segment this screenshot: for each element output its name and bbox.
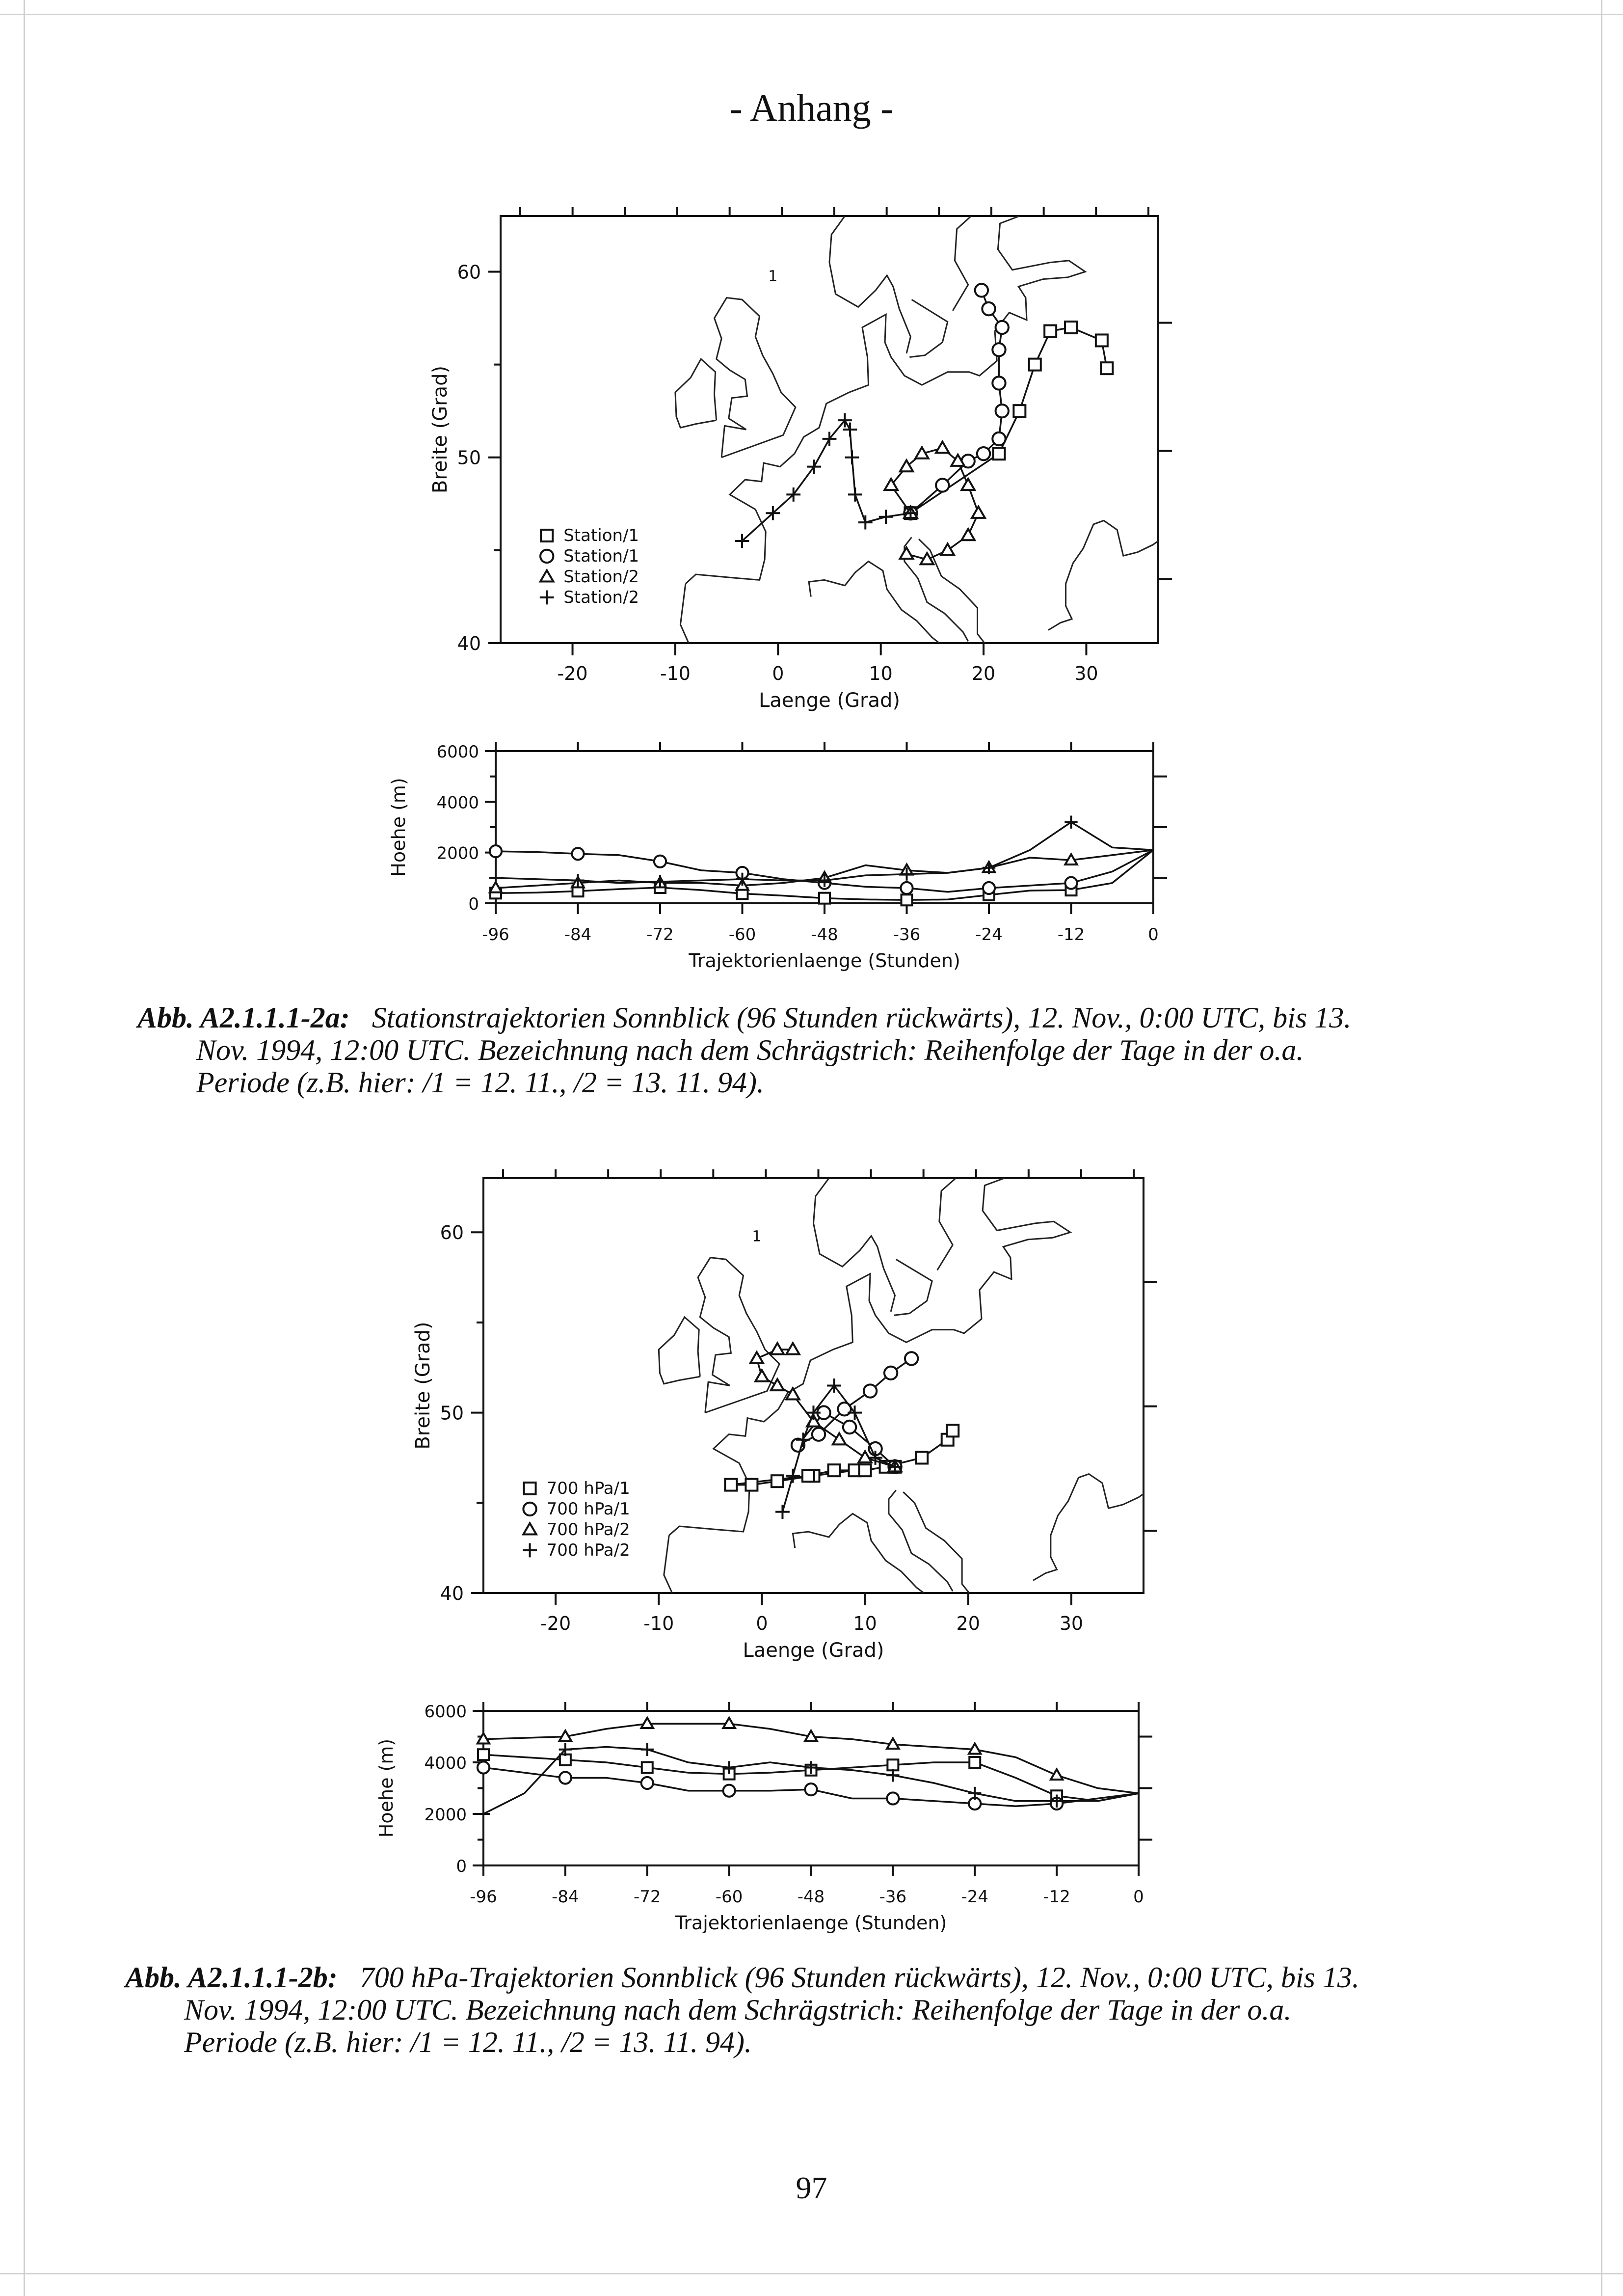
height-point xyxy=(968,1787,981,1800)
trajectory-point xyxy=(828,1464,840,1476)
figure-caption-b xyxy=(125,1961,1359,2058)
legend-marker-circle xyxy=(523,1503,536,1515)
map-stray-label: 1 xyxy=(768,268,778,285)
x-tick-label: -24 xyxy=(975,925,1003,945)
y-axis-label: Hoehe (m) xyxy=(375,1738,397,1838)
caption-text-a-1: Stationstrajektorien Sonnblick (96 Stunden rückwärts), 12. Nov., 0:00 UTC, bis 13. xyxy=(372,1001,1352,1034)
coastline-5 xyxy=(937,1178,956,1270)
x-tick-label: 10 xyxy=(869,663,893,684)
y-tick-label: 6000 xyxy=(436,742,479,762)
height-point xyxy=(478,1761,489,1773)
coastline-7 xyxy=(793,1513,924,1593)
coastline-3 xyxy=(829,216,910,353)
height-profile-a xyxy=(388,742,1167,972)
trajectory-point xyxy=(786,1388,799,1400)
trajectory-point xyxy=(1029,359,1041,371)
trajectory-point xyxy=(977,447,990,460)
x-tick-label: 0 xyxy=(1148,925,1159,945)
trajectory-point xyxy=(975,284,988,297)
legend-label: 700 hPa/1 xyxy=(546,1499,630,1519)
trajectory-point xyxy=(916,1452,928,1463)
trajectory-series-0 xyxy=(725,1425,958,1490)
x-axis-label: Trajektorienlaenge (Stunden) xyxy=(689,950,960,972)
height-point xyxy=(901,882,912,894)
trajectory-point xyxy=(859,1464,871,1476)
trajectory-point xyxy=(996,405,1009,417)
height-point xyxy=(969,1757,980,1768)
coastline-2 xyxy=(686,216,1085,584)
trajectory-point xyxy=(802,1470,814,1482)
x-tick-label: -72 xyxy=(646,925,674,945)
x-tick-label: 0 xyxy=(772,663,784,684)
height-point xyxy=(654,856,666,867)
trajectory-point xyxy=(905,1352,918,1365)
trajectory-series-0 xyxy=(905,322,1113,519)
trajectory-point xyxy=(941,544,954,555)
caption-label-b: Abb. A2.1.1.1-2b: xyxy=(125,1961,338,1994)
height-point xyxy=(1064,815,1077,828)
x-tick-label: -12 xyxy=(1057,925,1085,945)
legend-label: Station/2 xyxy=(563,567,639,587)
x-tick-label: 30 xyxy=(1059,1613,1084,1634)
trajectory-point xyxy=(725,1479,737,1491)
x-tick-label: -20 xyxy=(557,663,588,684)
legend-marker-plus xyxy=(523,1543,537,1558)
height-point xyxy=(642,1762,653,1773)
map-stray-label: 1 xyxy=(752,1228,762,1245)
trajectory-point xyxy=(947,1425,958,1436)
coastline-9 xyxy=(903,1492,969,1593)
trajectory-point xyxy=(833,1433,846,1445)
coastline-10 xyxy=(1033,1474,1144,1581)
x-tick-label: -48 xyxy=(797,1887,825,1907)
legend-marker-plus xyxy=(540,591,554,605)
trajectory-map-a xyxy=(429,207,1172,712)
y-tick-label: 60 xyxy=(440,1222,464,1244)
trajectory-line xyxy=(910,290,1002,513)
y-tick-label: 2000 xyxy=(436,843,479,864)
trajectory-point xyxy=(936,442,949,453)
trajectory-point xyxy=(750,1352,763,1363)
coastline-1 xyxy=(659,1317,700,1384)
x-tick-label: -48 xyxy=(811,925,838,945)
legend-label: 700 hPa/2 xyxy=(546,1540,630,1560)
height-point xyxy=(887,1792,899,1804)
trajectory-map-b xyxy=(412,1169,1157,1662)
coastline-0 xyxy=(715,297,796,457)
trajectory-point xyxy=(858,515,873,530)
height-point xyxy=(572,848,584,860)
caption-text-a-2: Nov. 1994, 12:00 UTC. Bezeichnung nach dem Schrägstrich: Reihenfolge der Tage in der o.a. xyxy=(196,1034,1304,1066)
trajectory-point xyxy=(772,1475,783,1487)
x-tick-label: 0 xyxy=(1133,1887,1144,1907)
trajectory-point xyxy=(812,1428,825,1440)
trajectory-point xyxy=(786,1343,799,1354)
x-tick-label: 0 xyxy=(756,1613,768,1634)
y-tick-label: 6000 xyxy=(424,1702,467,1722)
x-tick-label: 30 xyxy=(1074,663,1098,684)
x-tick-label: -10 xyxy=(660,663,691,684)
trajectory-point xyxy=(745,1479,757,1491)
trajectory-point xyxy=(843,1421,856,1433)
height-point xyxy=(490,845,502,857)
trajectory-point xyxy=(996,321,1009,334)
trajectory-point xyxy=(864,1384,877,1397)
x-tick-label: -10 xyxy=(643,1613,674,1634)
height-point xyxy=(887,1759,898,1770)
x-axis-label: Laenge (Grad) xyxy=(743,1639,884,1662)
trajectory-point xyxy=(1065,322,1077,333)
height-point xyxy=(489,871,502,884)
y-axis-label: Breite (Grad) xyxy=(412,1322,434,1450)
x-tick-label: -96 xyxy=(470,1887,497,1907)
coastline-group xyxy=(659,1178,1144,1593)
height-point xyxy=(902,894,912,905)
height-point xyxy=(1051,1769,1063,1780)
x-tick-label: 20 xyxy=(971,663,996,684)
page-number: 97 xyxy=(796,2170,827,2205)
height-point xyxy=(983,882,995,894)
y-tick-label: 40 xyxy=(440,1583,464,1604)
y-tick-label: 2000 xyxy=(424,1805,467,1825)
y-tick-label: 4000 xyxy=(436,793,479,813)
trajectory-point xyxy=(992,377,1005,389)
legend-marker-triangle xyxy=(540,570,553,582)
trajectory-point xyxy=(786,1469,800,1483)
y-axis-label: Hoehe (m) xyxy=(388,778,409,877)
trajectory-point xyxy=(848,487,862,502)
trajectory-point xyxy=(827,1378,841,1393)
caption-label-a: Abb. A2.1.1.1-2a: xyxy=(137,1001,350,1034)
coastline-3 xyxy=(814,1178,895,1312)
x-tick-label: -20 xyxy=(540,1613,571,1634)
trajectory-point xyxy=(992,343,1005,356)
x-tick-label: -12 xyxy=(1043,1887,1070,1907)
height-point xyxy=(819,893,830,904)
legend-marker-square xyxy=(541,530,553,541)
trajectory-point xyxy=(961,479,974,490)
coastline-6 xyxy=(664,1535,672,1593)
height-profile-b xyxy=(375,1702,1152,1934)
legend-label: Station/2 xyxy=(563,587,639,607)
trajectory-point xyxy=(992,432,1005,445)
trajectory-point xyxy=(1096,334,1108,346)
coastline-10 xyxy=(1048,520,1158,630)
trajectory-point xyxy=(972,507,984,518)
y-tick-label: 4000 xyxy=(424,1754,467,1773)
x-axis-label: Trajektorienlaenge (Stunden) xyxy=(675,1912,947,1934)
x-tick-label: -36 xyxy=(879,1887,907,1907)
y-tick-label: 0 xyxy=(456,1857,467,1876)
page-header: - Anhang - xyxy=(729,86,894,129)
legend-label: 700 hPa/1 xyxy=(546,1478,630,1498)
x-axis-label: Laenge (Grad) xyxy=(758,689,901,712)
height-point xyxy=(478,1749,489,1760)
x-tick-label: 10 xyxy=(853,1613,877,1634)
trajectory-point xyxy=(936,479,949,491)
height-series-1 xyxy=(490,845,1153,894)
coastline-4 xyxy=(909,299,947,357)
trajectory-point xyxy=(879,510,893,524)
coastline-1 xyxy=(675,359,717,428)
height-point xyxy=(1065,877,1077,889)
trajectory-point xyxy=(807,459,821,474)
legend-label: 700 hPa/2 xyxy=(546,1519,630,1540)
height-point xyxy=(560,1755,571,1765)
trajectory-point xyxy=(1101,362,1113,374)
trajectory-point xyxy=(845,450,859,464)
caption-text-b-2: Nov. 1994, 12:00 UTC. Bezeichnung nach dem Schrägstrich: Reihenfolge der Tage in der o.a. xyxy=(184,1994,1292,2026)
height-series-2 xyxy=(478,1718,1139,1793)
height-point xyxy=(641,1743,654,1756)
coastline-0 xyxy=(698,1258,779,1413)
height-point xyxy=(641,1777,653,1789)
trajectory-series-1 xyxy=(904,284,1009,519)
caption-text-b-1: 700 hPa-Trajektorien Sonnblick (96 Stunden rückwärts), 12. Nov., 0:00 UTC, bis 13. xyxy=(359,1961,1359,1994)
coastline-4 xyxy=(894,1259,932,1315)
y-tick-label: 40 xyxy=(457,633,481,654)
x-tick-label: -60 xyxy=(728,925,756,945)
y-tick-label: 60 xyxy=(457,261,481,283)
coastline-group xyxy=(675,216,1158,643)
coastline-7 xyxy=(809,562,939,643)
coastline-8 xyxy=(889,1490,953,1592)
height-point xyxy=(477,1808,490,1820)
caption-text-b-3: Periode (z.B. hier: /1 = 12. 11., /2 = 13. 11. 94). xyxy=(184,2026,752,2058)
coastline-6 xyxy=(680,584,689,643)
height-series-3 xyxy=(477,1743,1139,1821)
caption-text-a-3: Periode (z.B. hier: /1 = 12. 11., /2 = 13. 11. 94). xyxy=(196,1066,764,1099)
legend-label: Station/1 xyxy=(563,546,639,566)
trajectory-point xyxy=(982,302,995,315)
height-point xyxy=(559,1772,571,1783)
x-tick-label: -72 xyxy=(633,1887,661,1907)
coastline-8 xyxy=(905,537,968,641)
trajectory-point xyxy=(900,547,913,559)
x-tick-label: -84 xyxy=(564,925,592,945)
trajectory-point xyxy=(775,1505,790,1519)
legend-marker-circle xyxy=(540,550,553,563)
legend-marker-square xyxy=(524,1483,536,1494)
y-tick-label: 0 xyxy=(468,894,479,914)
y-axis-label: Breite (Grad) xyxy=(429,365,452,494)
trajectory-point xyxy=(755,1370,768,1381)
x-tick-label: -60 xyxy=(715,1887,743,1907)
x-tick-label: -36 xyxy=(893,925,921,945)
legend-marker-triangle xyxy=(523,1523,536,1535)
trajectory-point xyxy=(961,529,974,540)
legend-label: Station/1 xyxy=(563,525,639,545)
trajectory-point xyxy=(884,1367,897,1379)
trajectory-point xyxy=(1044,325,1056,337)
trajectory-point xyxy=(771,1343,784,1354)
trajectory-point xyxy=(771,1379,784,1390)
y-tick-label: 50 xyxy=(440,1402,464,1424)
height-point xyxy=(723,1785,735,1797)
trajectory-point xyxy=(1013,405,1025,417)
y-tick-label: 50 xyxy=(457,447,481,469)
x-tick-label: -96 xyxy=(482,925,509,945)
trajectory-point xyxy=(993,448,1005,459)
figure-caption-a xyxy=(137,1001,1351,1099)
x-tick-label: -84 xyxy=(552,1887,579,1907)
x-tick-label: 20 xyxy=(956,1613,980,1634)
coastline-5 xyxy=(953,216,971,311)
x-tick-label: -24 xyxy=(961,1887,989,1907)
height-point xyxy=(805,1783,817,1795)
